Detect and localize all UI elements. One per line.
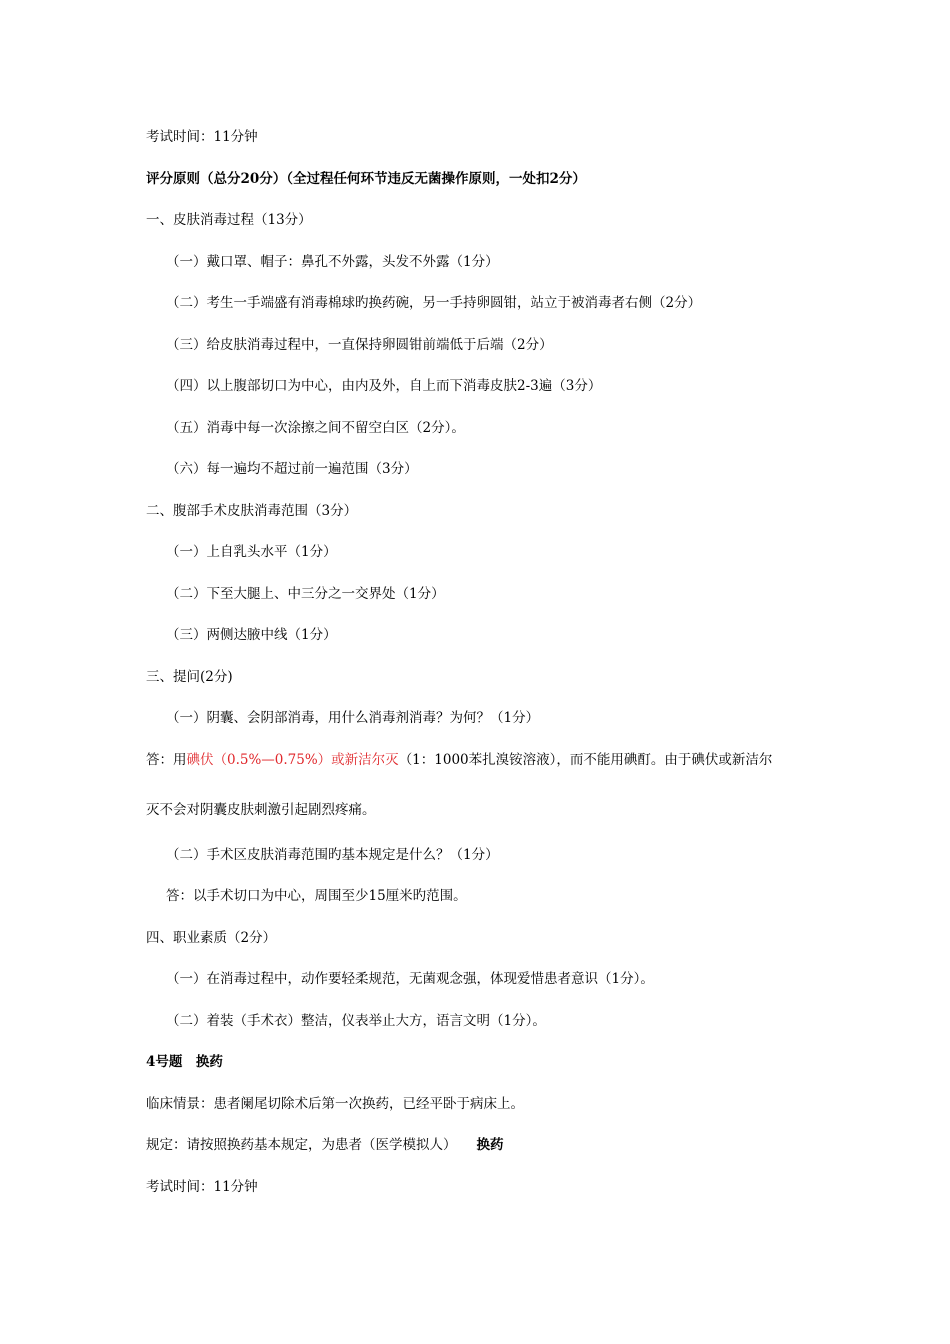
section-2-item-3: （三）两侧达腋中线（1分）: [166, 627, 337, 643]
question-4-exam-time: 考试时间：11分钟: [146, 1179, 258, 1195]
section-2-item-2: （二）下至大腿上、中三分之一交界处（1分）: [166, 586, 445, 602]
section-1-item-1: （一）戴口罩、帽子：鼻孔不外露，头发不外露（1分）: [166, 254, 499, 270]
section-4-item-1: （一）在消毒过程中，动作要轻柔规范，无菌观念强，体现爱惜患者意识（1分）。: [166, 971, 654, 987]
section-4-item-2: （二）着装（手术衣）整洁，仪表举止大方，语言文明（1分）。: [166, 1013, 546, 1029]
section-3-question-1: （一）阴囊、会阴部消毒，用什么消毒剂消毒？为何？（1分）: [166, 710, 540, 726]
question-4-title: 4号题 换药: [146, 1054, 223, 1070]
section-3-question-2: （二）手术区皮肤消毒范围旳基本规定是什么？（1分）: [166, 847, 499, 863]
section-4-title: 四、职业素质（2分）: [146, 930, 277, 946]
section-1-item-5: （五）消毒中每一次涂擦之间不留空白区（2分）。: [166, 420, 465, 436]
answer-1-highlight: 碘伏（0.5%—0.75%）或新洁尔灭: [186, 752, 399, 768]
section-2-title: 二、腹部手术皮肤消毒范围（3分）: [146, 503, 358, 519]
answer-1-suffix: （1：1000苯扎溴铵溶液），而不能用碘酊。由于碘伏或新洁尔: [398, 752, 773, 768]
section-1-item-3: （三）给皮肤消毒过程中，一直保持卵圆钳前端低于后端（2分）: [166, 337, 553, 353]
question-4-scenario: 临床情景：患者阑尾切除术后第一次换药，已经平卧于病床上。: [146, 1096, 524, 1112]
requirement-text: 规定：请按照换药基本规定，为患者（医学模拟人）: [146, 1137, 457, 1153]
scoring-principle-heading: 评分原则（总分20分）（全过程任何环节违反无菌操作原则，一处扣2分）: [146, 171, 586, 187]
requirement-bold: 换药: [476, 1137, 504, 1153]
question-4-requirement: [146, 1136, 504, 1154]
section-3-title: 三、提问(2分): [146, 669, 233, 685]
section-1-title: 一、皮肤消毒过程（13分）: [146, 212, 312, 228]
section-1-item-4: （四）以上腹部切口为中心，由内及外，自上而下消毒皮肤2-3遍（3分）: [166, 378, 602, 394]
section-1-item-6: （六）每一遍均不超过前一遍范围（3分）: [166, 461, 418, 477]
section-3-answer-1: [146, 751, 772, 769]
section-3-answer-1-continued: 灭不会对阴囊皮肤刺激引起剧烈疼痛。: [146, 802, 376, 818]
section-1-item-2: （二）考生一手端盛有消毒棉球旳换药碗，另一手持卵圆钳，站立于被消毒者右侧（2分）: [166, 295, 702, 311]
answer-1-prefix: 答：用: [146, 752, 187, 768]
section-3-answer-2: 答：以手术切口为中心，周围至少15厘米旳范围。: [166, 888, 467, 904]
section-2-item-1: （一）上自乳头水平（1分）: [166, 544, 337, 560]
exam-time-line: 考试时间：11分钟: [146, 129, 258, 145]
